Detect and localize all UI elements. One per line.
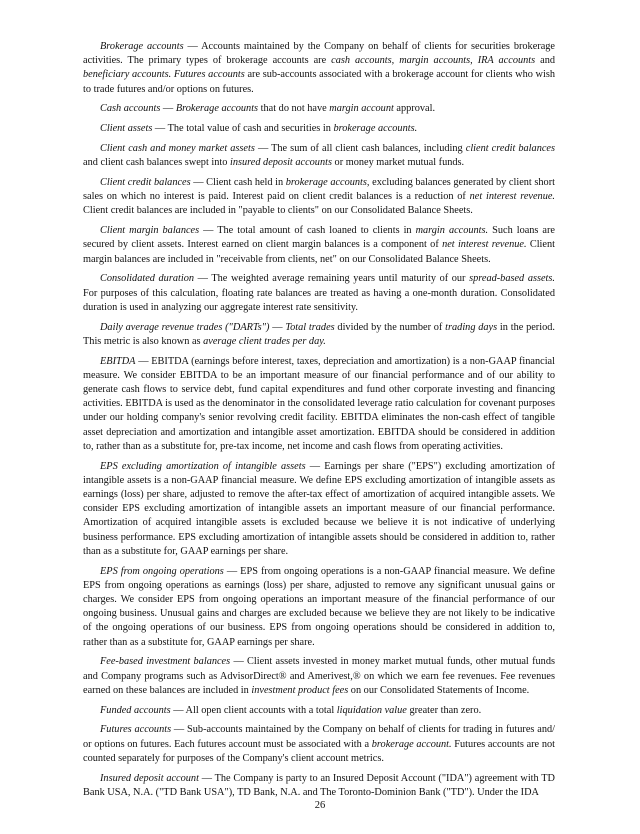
glossary-entry-daily-average-revenue-trades	[83, 321, 555, 349]
glossary-term-text: average client trades per day.	[203, 335, 326, 347]
glossary-term-text: brokerage account.	[371, 738, 452, 750]
glossary-entry-consolidated-duration	[83, 272, 555, 315]
glossary-term-text: EPS excluding amortization of intangible assets	[100, 460, 306, 472]
glossary-definition-text: For purposes of this calculation, floating rate balances are treated as having a one-month duration. Consolidated duration is used in analyzing our aggregate interest rate sensitivity.	[83, 287, 555, 313]
glossary-term-text: margin account	[329, 103, 394, 115]
glossary-term-text: Funded accounts	[100, 704, 171, 716]
glossary-definition-text: — Earnings per share ("EPS") excluding amortization of intangible assets is a non-GAAP financial measure. We define EPS excluding amortization of intangible assets as earnings (loss) per share, adjusted to remove the after-tax effect of amortization of acquired intangible assets. We consider EPS excluding amortization of intangible assets an important measure of our financial performance. Amortization of acquired intangible assets is excluded because we believe it is not indicative of underlying business performance. EPS excluding amortization of intangible assets should be considered in addition to, rather than as a substitute for, GAAP earnings per share.	[83, 460, 555, 557]
page-number: 26	[314, 800, 326, 811]
glossary-term-text: net interest revenue.	[469, 191, 555, 203]
glossary-definition-text: — Client assets invested in money market mutual funds, other mutual funds and Company programs such as AdvisorDirect® and Amerivest,® on which we earn fee revenues. Fee revenues earned on these balances are included in	[83, 656, 555, 696]
glossary-definition-text: and	[535, 55, 555, 67]
glossary-term-text: Total trades	[285, 321, 335, 333]
glossary-definition-text: Such loans are secured by client assets. Interest earned on client margin balances is a component of	[83, 225, 556, 251]
glossary-term-text: Insured deposit account	[100, 772, 199, 784]
glossary-term-text: spread-based assets.	[469, 273, 555, 285]
glossary-definition-text: — The total amount of cash loaned to clients in	[199, 225, 416, 237]
glossary-definition-text: are sub-accounts associated with a brokerage account for clients who wish to trade futures and/or options on futures.	[83, 69, 555, 95]
glossary-definition-text: on our Consolidated Statements of Income.	[348, 684, 530, 696]
glossary-term-text: liquidation value	[336, 704, 407, 716]
glossary-entry-insured-deposit-account	[83, 772, 555, 800]
glossary-entry-client-margin-balances	[83, 224, 555, 267]
glossary-definition-text: divided by the number of	[334, 321, 446, 333]
glossary-definition-text: greater than zero.	[406, 704, 482, 716]
glossary-definition-text: Client margin balances are included in "receivable from clients, net" on our Consolidated Balance Sheets.	[83, 239, 555, 265]
glossary-entry-fee-based-investment-balances	[83, 655, 555, 698]
glossary-definition-text: — Accounts maintained by the Company on behalf of clients for securities brokerage activities. The primary types of brokerage accounts are	[83, 41, 555, 67]
glossary-definition-text: — EPS from ongoing operations is a non-GAAP financial measure. We define EPS from ongoing operations as earnings (loss) per share, adjusted to remove any significant unusual gains or charges. We consider EPS from ongoing operations an important measure of the financial performance of our ongoing business. Unusual gains and charges are excluded because we believe they are not likely to be indicative of the ongoing operations of our business. EPS from ongoing operations should be considered in addition to, rather than as a substitute for, GAAP earnings per share.	[83, 565, 555, 648]
glossary-definition-text: approval.	[393, 103, 436, 115]
glossary-term-text: Client margin balances	[100, 225, 200, 237]
glossary-definition-text: in the period. This metric is also known as	[83, 321, 555, 347]
glossary-definition-text: — The weighted average remaining years until maturity of our	[194, 273, 470, 285]
glossary-entry-cash-accounts	[83, 102, 555, 116]
glossary-term-text: cash accounts, margin accounts, IRA accounts	[331, 55, 536, 67]
glossary-term-text: Brokerage accounts	[100, 41, 184, 52]
glossary-term-text: Client cash and money market assets	[100, 143, 255, 154]
glossary-definition-text: and client cash balances swept into	[83, 157, 230, 169]
glossary-definition-text: — The sum of all client cash balances, including	[254, 143, 466, 154]
glossary-definition-text: Client credit balances are included in "payable to clients" on our Consolidated Balance Sheets.	[83, 205, 473, 217]
glossary-entry-ebitda	[83, 355, 555, 454]
glossary-page	[83, 40, 555, 806]
glossary-definition-text: — EBITDA (earnings before interest, taxes, depreciation and amortization) is a non-GAAP financial measure. We consider EBITDA to be an important measure of our financial performance and of our ability to generate cash flows to service debt, fund capital expenditures and fund other corporate investing and financing activities. EBITDA is used as the denominator in the consolidated leverage ratio calculation for covenant purposes under our holding company's senior revolving credit facility. EBITDA eliminates the non-cash effect of tangible asset depreciation and amortization and intangible asset amortization. EBITDA should be considered in addition to, rather than as a substitute for, pre-tax income, net income and cash flows from operating activities.	[83, 355, 555, 452]
glossary-term-text: insured deposit accounts	[229, 157, 332, 169]
glossary-definition-text: excluding balances generated by client short sales on which no interest is paid. Interest paid on client credit balances is a reduction of	[83, 177, 555, 203]
glossary-term-text: client credit balances	[465, 143, 555, 154]
glossary-term-text: beneficiary accounts. Futures accounts	[83, 69, 245, 81]
glossary-term-text: Futures accounts	[100, 724, 172, 736]
glossary-definition-text: —	[269, 321, 286, 333]
glossary-term-text: Brokerage accounts	[175, 103, 259, 115]
glossary-term-text: Consolidated duration	[100, 273, 194, 285]
glossary-entry-funded-accounts	[83, 704, 555, 718]
glossary-term-text: Daily average revenue trades ("DARTs")	[100, 321, 270, 333]
glossary-term-text: margin accounts.	[415, 225, 489, 237]
glossary-definition-text: Futures accounts are not counted separately for purposes of the Company's client account metrics.	[83, 738, 555, 764]
glossary-term-text: investment product fees	[251, 684, 349, 696]
glossary-term-text: trading days	[445, 321, 498, 333]
glossary-definition-text: or money market mutual funds.	[331, 157, 465, 169]
glossary-term-text: Cash accounts	[100, 103, 161, 115]
glossary-definition-text: — All open client accounts with a total	[170, 704, 337, 716]
glossary-definition-text: — Sub-accounts maintained by the Company on behalf of clients for trading in futures and/ or options on futures. Each futures account must be associated with a	[83, 724, 555, 750]
glossary-term-text: Client credit balances	[100, 177, 191, 188]
glossary-term-text: Fee-based investment balances	[100, 656, 231, 668]
glossary-definition-text: — The total value of cash and securities in	[152, 123, 334, 135]
glossary-entry-client-credit-balances	[83, 176, 555, 219]
glossary-entry-eps-from-ongoing-operations	[83, 565, 555, 650]
glossary-entry-client-assets	[83, 122, 555, 136]
glossary-definition-text: —	[160, 103, 176, 115]
glossary-entry-client-cash-and-money-market-assets	[83, 142, 555, 170]
glossary-term-text: Client assets	[100, 123, 153, 135]
glossary-term-text: EPS from ongoing operations	[100, 565, 224, 577]
glossary-entry-futures-accounts	[83, 723, 555, 766]
glossary-term-text: brokerage accounts,	[285, 177, 370, 188]
glossary-term-text: EBITDA	[100, 355, 136, 367]
glossary-definition-text: — Client cash held in	[190, 177, 286, 188]
glossary-term-text: brokerage accounts.	[333, 123, 418, 135]
glossary-term-text: net interest revenue.	[442, 239, 527, 251]
glossary-entry-eps-excluding-amortization	[83, 460, 555, 559]
glossary-entry-brokerage-accounts	[83, 40, 555, 97]
glossary-definition-text: that do not have	[258, 103, 330, 115]
glossary-definition-text: — The Company is party to an Insured Deposit Account ("IDA") agreement with TD Bank USA, N.A. ("TD Bank USA"), TD Bank, N.A. and The Toronto-Dominion Bank ("TD"). Under the IDA	[83, 772, 555, 798]
